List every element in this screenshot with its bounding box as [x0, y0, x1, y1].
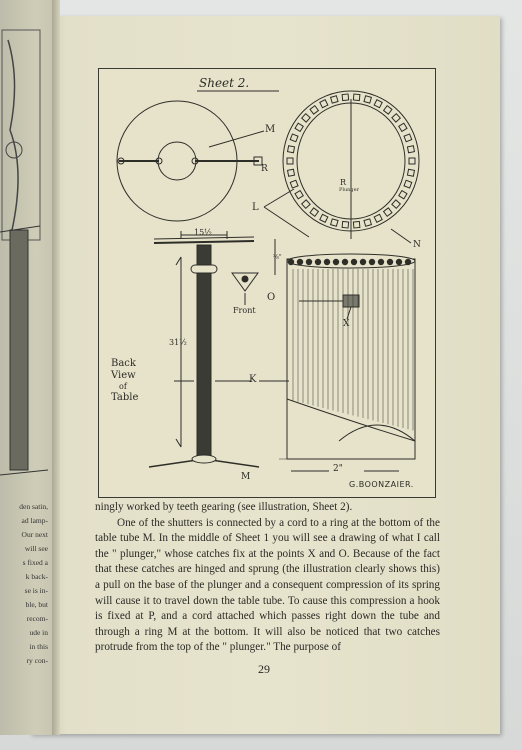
sheet-title: Sheet 2. [199, 76, 250, 90]
label-R-top: R [261, 164, 268, 174]
label-N: N [413, 240, 421, 250]
page-number: 29 [258, 662, 270, 676]
text-line: ningly worked by teeth gearing (see illustration, Sheet 2). [95, 501, 353, 513]
label-R-ring: R [340, 178, 347, 187]
previous-page-illustration [0, 0, 60, 500]
prev-text-line: ry con- [26, 656, 48, 665]
ring-caption: Plunger [339, 187, 359, 193]
label-M-top: M [265, 124, 276, 135]
label-width-15: 15½ [194, 228, 212, 237]
prev-text-line: will see [24, 544, 48, 553]
page-fold [52, 0, 60, 735]
prev-text-line: k back- [25, 572, 48, 581]
back-view-label: View [111, 370, 136, 381]
body-text [95, 500, 440, 656]
prev-text-line: Our next [21, 530, 48, 539]
prev-text-line: in this [29, 642, 48, 651]
label-L: L [252, 202, 259, 213]
label-front: Front [233, 306, 256, 315]
prev-text-line: recom- [26, 614, 48, 623]
previous-page-edge [0, 0, 60, 735]
prev-text-line: den satin, [19, 502, 48, 511]
illustration-plate [98, 68, 436, 498]
text-paragraph: One of the shutters is connected by a cord to a ring at the bottom of the table tube M. In the middle of Sheet 1 you will see a drawing of what I call the " plunger," whose catches fix at the points X and O. Because of the fact that these catches are hinged and sprung (the illustration clearly shows this) a pull on the base of the plunger and a consequent compression of its spring will cause it to travel down the table tube. To cause this compression a hook is fixed at P, and a cord attached which passes right down the tube and through a ring M at the bottom. It will also be noticed that two catches protrude from the top of the " plunger." The purpose of [95, 516, 440, 654]
label-K: K [249, 374, 257, 385]
label-X: X [343, 319, 350, 329]
back-view-label: of [119, 382, 127, 391]
artist-signature: G.BOONZAIER. [349, 480, 414, 489]
back-view-label: Back [111, 358, 136, 369]
label-width-2: 2" [333, 464, 343, 474]
tube-shading [293, 269, 413, 431]
back-view-label: Table [111, 392, 139, 403]
prev-text-line: ad lamp- [21, 516, 48, 525]
label-O: O [267, 292, 276, 303]
prev-text-line: ude in [29, 628, 48, 637]
label-height-31: 31½ [169, 338, 187, 347]
prev-text-line: se is in- [24, 586, 48, 595]
prev-text-line: ble, but [25, 600, 48, 609]
label-side-mark: ⅜" [273, 254, 282, 261]
prev-text-line: s fixed a [22, 558, 48, 567]
label-M-bottom: M [241, 472, 251, 482]
